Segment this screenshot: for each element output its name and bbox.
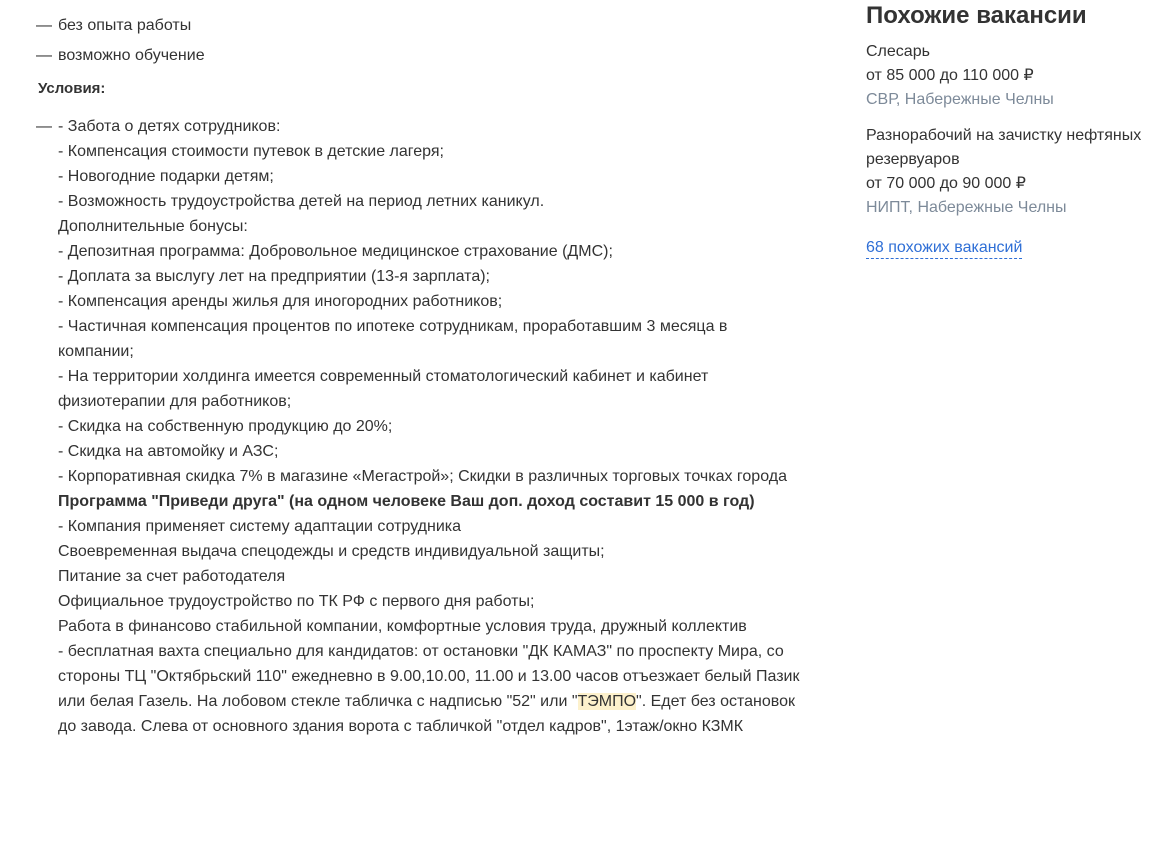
condition-line: - Возможность трудоустройства детей на период летних каникул.: [58, 193, 545, 210]
similar-vacancy-card[interactable]: [866, 124, 1166, 220]
requirement-text: без опыта работы: [58, 16, 192, 34]
condition-line: - Компания применяет систему адаптации сотрудника: [58, 518, 462, 535]
condition-line: - Доплата за выслугу лет на предприятии (13-я зарплата);: [58, 268, 490, 285]
search-highlight: ТЭМПО: [577, 693, 637, 710]
vacancy-title[interactable]: Разнорабочий на зачистку нефтяных резервуаров: [866, 127, 1142, 168]
vacancy-description: [36, 10, 806, 739]
vacancy-salary: от 85 000 до 110 000 ₽: [866, 67, 1034, 84]
condition-line: - Компенсация стоимости путевок в детские лагеря;: [58, 143, 444, 160]
conditions-list: [36, 114, 806, 739]
shuttle-info: [58, 639, 806, 739]
condition-line: Питание за счет работодателя: [58, 568, 286, 585]
condition-line: - Забота о детях сотрудников:: [58, 118, 281, 135]
condition-line: - Частичная компенсация процентов по ипотеке сотрудникам, проработавшим 3 месяца в компании;: [58, 318, 728, 360]
requirement-text: возможно обучение: [58, 46, 205, 64]
condition-line: - Новогодние подарки детям;: [58, 168, 274, 185]
condition-line: - Депозитная программа: Добровольное медицинское страхование (ДМС);: [58, 243, 613, 260]
condition-line: Своевременная выдача спецодежды и средств индивидуальной защиты;: [58, 543, 605, 560]
vacancy-title[interactable]: Слесарь: [866, 43, 930, 60]
dash: —: [36, 16, 52, 34]
condition-line: Дополнительные бонусы:: [58, 218, 248, 235]
condition-line: - Корпоративная скидка 7% в магазине «Мегастрой»; Скидки в различных торговых точках города: [58, 468, 787, 485]
more-similar-vacancies-link[interactable]: 68 похожих вакансий: [866, 238, 1022, 259]
vacancy-salary: от 70 000 до 90 000 ₽: [866, 175, 1026, 192]
dash: —: [36, 46, 52, 64]
dash: —: [36, 118, 52, 135]
similar-vacancies-title: Похожие вакансии: [866, 2, 1087, 29]
condition-line: - На территории холдинга имеется современный стоматологический кабинет и кабинет физиотерапии для работников;: [58, 368, 709, 410]
similar-vacancies: [866, 0, 1166, 260]
vacancy-company[interactable]: НИПТ, Набережные Челны: [866, 199, 1067, 216]
condition-line: Работа в финансово стабильной компании, комфортные условия труда, дружный коллектив: [58, 618, 747, 635]
vacancy-company[interactable]: СВР, Набережные Челны: [866, 91, 1054, 108]
conditions-heading: Условия:: [38, 80, 106, 97]
condition-line: Официальное трудоустройство по ТК РФ с первого дня работы;: [58, 593, 535, 610]
shuttle-text-before: - бесплатная вахта специально для кандидатов: от остановки "ДК КАМАЗ" по проспекту Мира, со стороны ТЦ "Октябрьский 110" ежедневно в 9.00,10.00, 11.00 и 13.00 часов отъезжает белый Пазик или белая Газель. На лобовом стекле табличка с надписью "52" или ": [58, 643, 800, 710]
requirement-item: [36, 10, 806, 40]
shuttle-text-after: ". Едет без остановок до завода. Слева от основного здания ворота с табличкой "отдел кадров", 1этаж/окно КЗМК: [58, 693, 795, 735]
condition-line: - Скидка на собственную продукцию до 20%;: [58, 418, 393, 435]
requirement-item: [36, 40, 806, 70]
condition-line: - Компенсация аренды жилья для иногородних работников;: [58, 293, 503, 310]
conditions-text: [58, 114, 806, 739]
similar-vacancy-card[interactable]: [866, 40, 1166, 112]
condition-line: - Скидка на автомойку и АЗС;: [58, 443, 279, 460]
referral-program: Программа "Приведи друга" (на одном человеке Ваш доп. доход составит 15 000 в год): [58, 493, 755, 510]
